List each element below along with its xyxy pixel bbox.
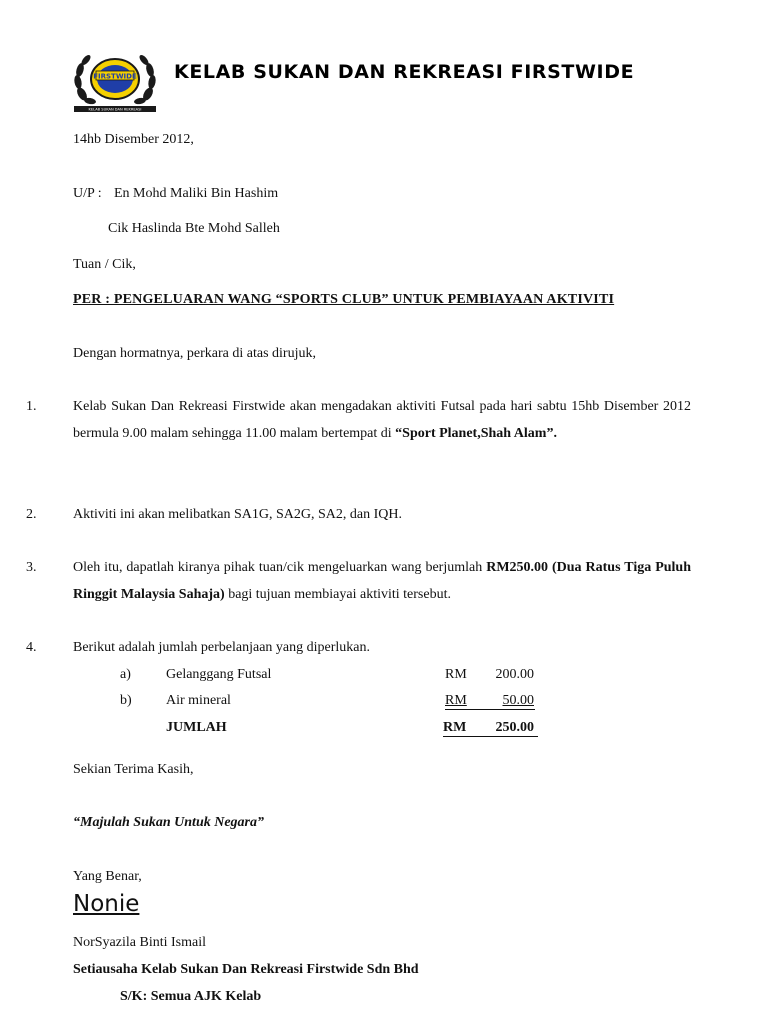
paragraph-3-text: Oleh itu, dapatlah kiranya pihak tuan/cik mengeluarkan wang berjumlah [73,560,487,575]
recipient-1: En Mohd Maliki Bin Hashim [114,186,279,201]
paragraph-1-text: Kelab Sukan Dan Rekreasi Firstwide akan mengadakan aktiviti Futsal pada hari sabtu 15hb Disember 2012 bermula 9.00 malam sehingga 11.00 malam bertempat di [73,399,691,441]
paragraph-4 [73,635,691,662]
item-number: 2. [26,507,37,522]
item-number: 3. [26,560,37,575]
paragraph-3 [73,555,691,608]
row-amount-text: 50.00 [502,693,534,708]
salutation: Tuan / Cik, [73,257,136,272]
row-amount [470,693,534,709]
club-logo [72,50,158,114]
row-amount: 200.00 [495,667,534,682]
carbon-copy: S/K: Semua AJK Kelab [120,989,262,1004]
laurel-wreath-icon [72,50,158,114]
motto: “Majulah Sukan Untuk Negara” [73,815,265,830]
row-currency: RM [445,667,467,682]
logo-subtext: KELAB SUKAN DAN REKREASI [88,107,142,112]
signer-name: NorSyazila Binti Ismail [73,935,206,950]
logo-text: FIRSTWIDE [93,72,137,81]
attention-prefix: U/P : [73,186,102,201]
row-item: Air mineral [166,693,231,708]
item-number: 1. [26,399,37,414]
paragraph-2 [73,502,691,529]
signer-title: Setiausaha Kelab Sukan Dan Rekreasi Firstwide Sdn Bhd [73,962,419,977]
paragraph-2-text: Aktiviti ini akan melibatkan SA1G, SA2G, SA2, dan IQH. [73,507,402,522]
total-amount: 250.00 [495,720,534,735]
signature: Nonie [73,891,140,917]
item-number: 4. [26,640,37,655]
paragraph-1 [73,394,691,447]
closing-line: Sekian Terima Kasih, [73,762,194,777]
letter-subject: PER : PENGELUARAN WANG “SPORTS CLUB” UNTUK PEMBIAYAAN AKTIVITI [73,292,615,307]
subtotal-rule [445,709,535,710]
row-currency-text: RM [445,693,467,708]
letter-date: 14hb Disember 2012, [73,132,194,147]
recipient-2: Cik Haslinda Bte Mohd Salleh [108,221,280,236]
row-label: b) [120,693,132,708]
organization-name: KELAB SUKAN DAN REKREASI FIRSTWIDE [174,61,635,83]
opening-line: Dengan hormatnya, perkara di atas dirujuk, [73,346,316,361]
row-item: Gelanggang Futsal [166,667,272,682]
total-currency: RM [443,720,467,735]
paragraph-1-venue: “Sport Planet,Shah Alam”. [395,425,557,441]
row-label: a) [120,667,131,682]
total-rule [443,736,538,737]
paragraph-3-amount: RM250.00 (Dua Ratus Tiga Puluh Ringgit Malaysia Sahaja) [73,560,691,602]
total-label: JUMLAH [166,720,227,735]
paragraph-3-after: bagi tujuan membiayai aktiviti tersebut. [224,586,451,602]
sign-off: Yang Benar, [73,869,142,884]
paragraph-4-text: Berikut adalah jumlah perbelanjaan yang diperlukan. [73,640,371,655]
